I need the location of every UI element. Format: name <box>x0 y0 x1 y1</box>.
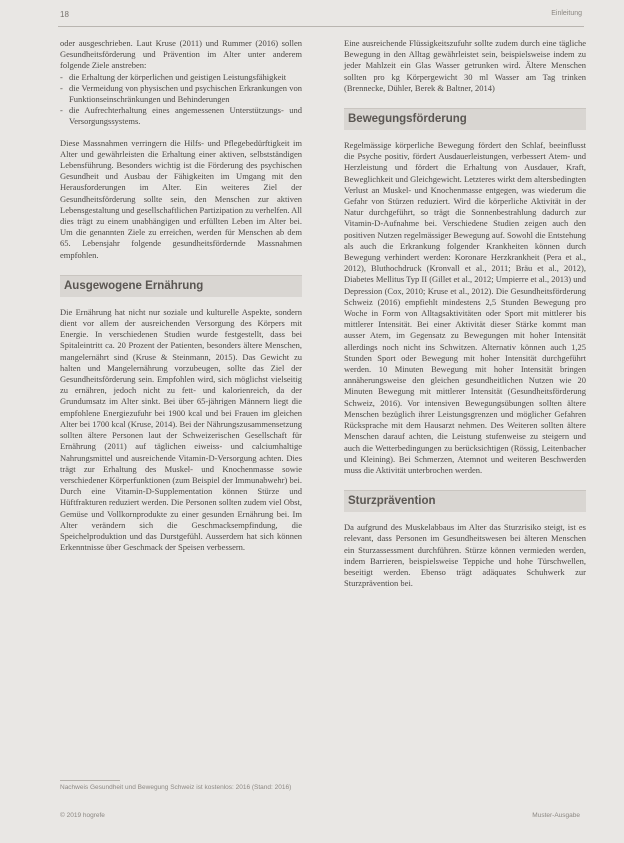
footnote: Nachweis Gesundheit und Bewegung Schweiz ist kostenlos: 2016 (Stand: 2016) <box>60 784 292 791</box>
exercise-paragraph: Regelmässige körperliche Bewegung fördert den Schlaf, beeinflusst die Psyche positiv, fördert Ausdauerleistungen, verbessert Atem- und Herzleistung und fördert die Erhaltung von Ausdauer, Kraft, Beweglichkeit und Gleichgewicht. Letzteres wirkt dem altersbedingten Verlust an Muskel- und Knochenmasse entgegen, was wiederum die Gefahr von Stürzen reduziert. Wird die körperliche Aktivität in der Natur durchgeführt, so trägt die Sonnenbestrahlung dadurch zur Vitamin-D-Aufnahme bei. Verschiedene Studien zeigen auch den positiven Nutzen regelmässiger Bewegung auf. Sowohl die Entstehung als auch die Erkrankung folgender Krankheiten können durch Bewegung verhindert werden: Koronare Herzkrankheit (Pera et al., 2012), Bluthochdruck (Kronvall et al., 2011; Bräu et al., 2012), Diabetes Mellitus Typ II (Gillet et al., 2012; Umpierre et al., 2013) und Depression (Cox, 2010; Kruse et al., 2012). Die Gesundheitsförderung Schweiz (2016) empfiehlt mindestens 2,5 Stunden Bewegung pro Woche in Form von Alltagsaktivitäten oder Sport mit mittlerer bis mittlerer Intensität. Bei einer Aktivität dieser Stärke kommt man ausser Atem, im Gegensatz zu Bewegungen mit hoher Intensität allerdings noch nicht ins Schwitzen. Alternativ können auch 1,25 Stunden Sport oder Bewegung mit hoher Intensität durchgeführt werden. 10 Minuten Bewegung mit hoher Intensität bringen annäherungsweise den gleichen gesundheitlichen Nutzen wie 20 Minuten Bewegung mit mittlerer Intensität (Gesundheitsförderung Schweiz, 2016). Vor intensiven Bewegungsübungen sollten ältere Menschen bezüglich ihrer Leistungsgrenzen und möglicher Gefahren Rücksprache mit dem Hausarzt nehmen. Des Weiteren sollten ältere Menschen darauf achten, die Leistung stufenweise zu steigern und auch die Wetterbedingungen zu berücksichtigen (Rössig, Leitenbacher und Kleining). Bei Schmerzen, Atemnot und weiteren Beschwerden muss die Aktivität unterbrochen werden. <box>344 140 586 475</box>
section-title: Sturzprävention <box>348 495 436 508</box>
left-column <box>60 38 302 553</box>
section-header-exercise <box>344 108 586 130</box>
footnote-rule <box>60 780 120 781</box>
hydration-paragraph: Eine ausreichende Flüssigkeitszufuhr sollte zudem durch eine tägliche Bewegung in den Alltag gewährleistet sein, beispielsweise indem zu jeder Mahlzeit ein Glas Wasser getrunken wird. Ältere Menschen sollten pro kg Körpergewicht 30 ml Wasser am Tag trinken (Brennecke, Dühler, Berek & Baltner, 2014) <box>344 38 586 93</box>
nutrition-paragraph: Die Ernährung hat nicht nur soziale und kulturelle Aspekte, sondern dient vor allem der ausreichenden Versorgung des Körpers mit Energie. In verschiedenen Studien wurde festgestellt, dass bei Spitaleintritt ca. 20 Prozent der Patienten, besonders ältere Menschen, mangelernährt sind (Kruse & Steinmann, 2015). Das Gewicht zu halten und Mangelernährung vorzubeugen, sollte das Ziel der Gesundheitsförderung sein. Empfohlen wird, sich möglichst vielseitig zu ernähren, jedoch nicht zu fett- und kalorienreich, da der Grundumsatz im Alter sinkt. Bei über 65-jährigen Männern liegt die empfohlene Energiezufuhr bei 1900 kcal und bei Frauen im gleichen Alter bei 1700 kcal (Kruse, 2014). Bei der Nährungszusammensetzung sollten ältere Personen laut der Schweizerischen Gesellschaft für Ernährung (2011) auf täglichen eiweiss- und calciumhaltige Nahrungsmittel und ausreichende Vitamin-D-Versorgung achten. Dies trägt zur Erhaltung des Muskel- und Knochenmasse sowie verschiedener Körperfunktionen (zum Beispiel der Immunabwehr) bei. Durch eine Vitamin-D-Supplementation können Stürze und Hüftfrakturen reduziert werden. Die Personen sollten zudem viel Obst, Gemüse und Vollkornprodukte zu einer gesunden Ernährung bei. Im Alter verändern sich die Geschmacksempfindung, die Speichelproduktion und das Durstgefühl. Ausserdem hat sich können Erkenntnisse über Geschmack der Speisen verbessern. <box>60 306 302 553</box>
footer-label: Muster-Ausgabe <box>532 812 580 819</box>
right-column <box>344 38 586 589</box>
fall-prevention-paragraph: Da aufgrund des Muskelabbaus im Alter das Sturzrisiko steigt, ist es relevant, dass Personen im Gesundheitswesen bei älteren Menschen ein Sturzassessment durchführen. Stürze können vermieden werden, indem Barrieren, beispielsweise Teppiche und hohe Türschwellen, beseitigt werden. Ebenso trägt adäquates Schuhwerk zur Sturzprävention bei. <box>344 522 586 589</box>
section-title: Bewegungsförderung <box>348 113 467 126</box>
header-rule <box>58 26 584 27</box>
measures-paragraph: Diese Massnahmen verringern die Hilfs- und Pflegebedürftigkeit im Alter und gewährleisten die Erhaltung einer aktiven, selbstständigen Lebensführung. Besonders wichtig ist die Förderung des psychischen Gesundheit und Ausbau der Fähigkeiten im Umgang mit den Herausforderungen im Alter. Ein weiteres Ziel der Gesundheitsförderung sollte sein, den Menschen zur aktiven Lebensgestaltung und gesellschaftlichen Partizipation zu verhelfen. All dies trägt zu einem unabhängigen und erfüllten Leben im Alter bei. Um die genannten Ziele zu erreichen, werden für Menschen ab dem 65. Lebensjahr folgende gesundheitsfördernde Massnahmen empfohlen. <box>60 137 302 260</box>
list-item: - die Aufrechterhaltung eines angemessenen Unterstützungs- und Versorgungssystems. <box>60 105 302 127</box>
running-title: Einleitung <box>551 10 582 17</box>
intro-paragraph: oder ausgeschrieben. Laut Kruse (2011) und Rummer (2016) sollen Gesundheitsförderung und Prävention im Alter unter anderem folgende Ziele anstreben: <box>60 38 302 71</box>
section-header-nutrition <box>60 275 302 297</box>
goal-list <box>60 72 302 128</box>
footer-publisher: © 2019 hogrefe <box>60 812 105 819</box>
section-title: Ausgewogene Ernährung <box>64 279 204 292</box>
list-item: - die Vermeidung von physischen und psychischen Erkrankungen von Funktionseinschränkungen und Behinderungen <box>60 83 302 105</box>
list-item: - die Erhaltung der körperlichen und geistigen Leistungsfähigkeit <box>60 72 302 83</box>
page-number: 18 <box>60 10 69 19</box>
section-header-fall-prevention <box>344 490 586 512</box>
